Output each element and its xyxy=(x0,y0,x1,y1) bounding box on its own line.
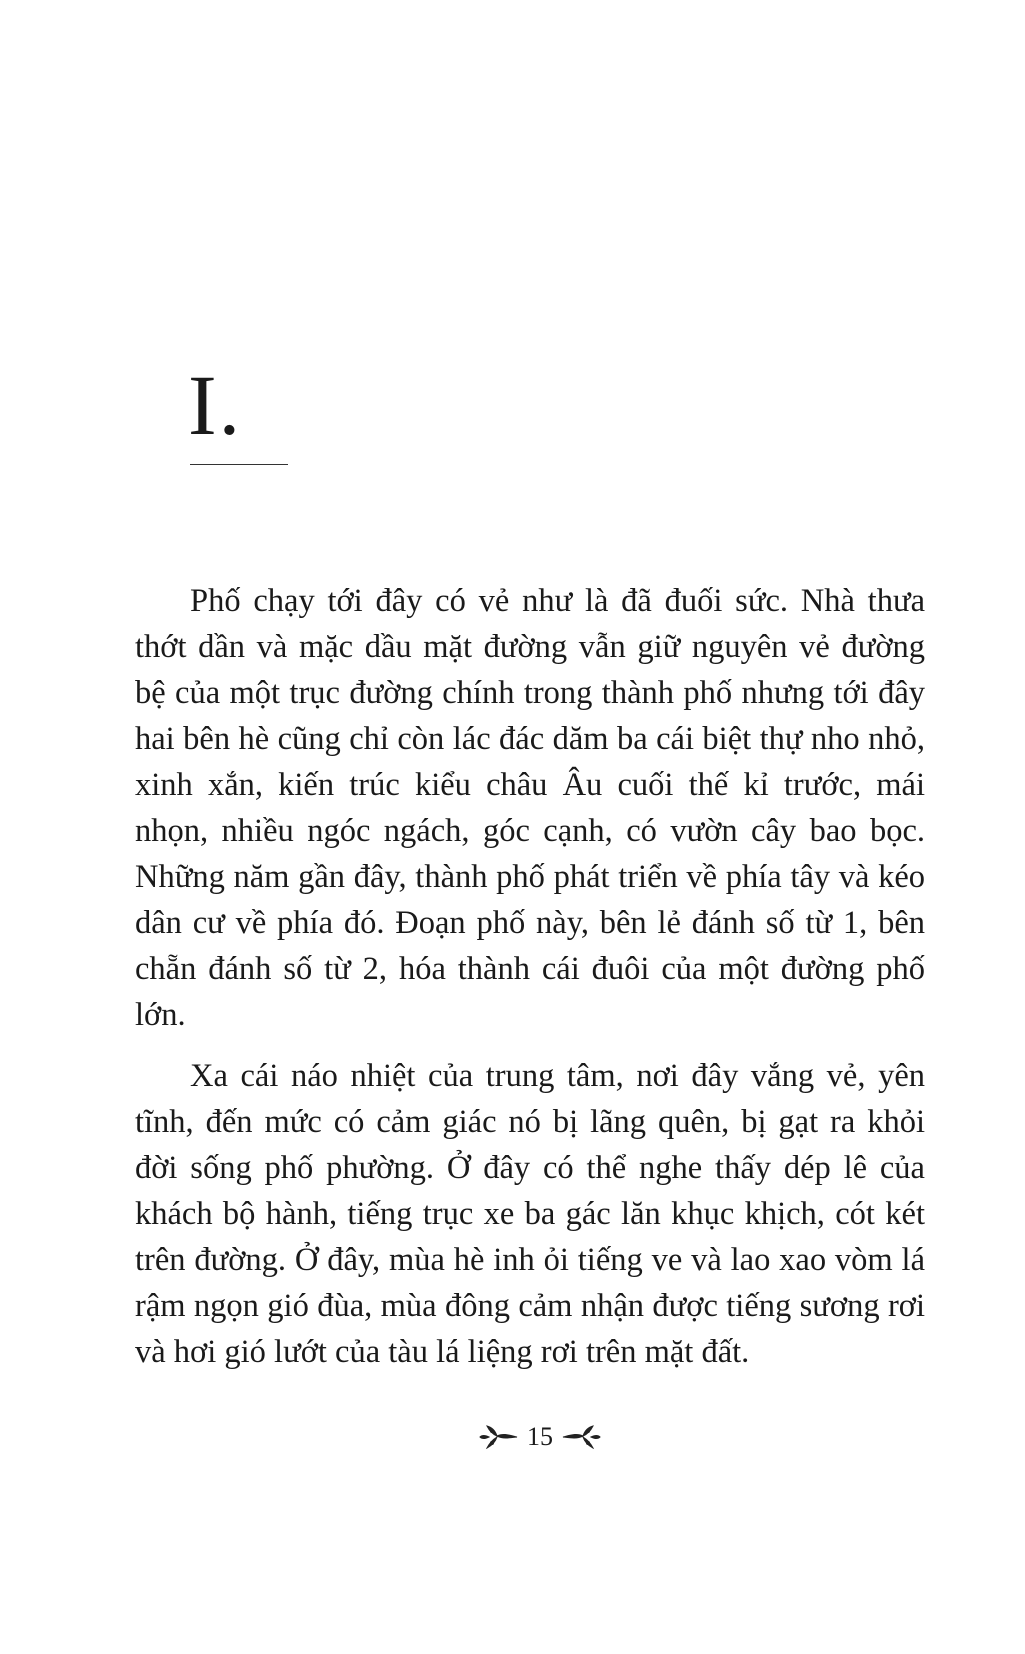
floral-ornament-icon xyxy=(479,1422,519,1452)
paragraph: Phố chạy tới đây có vẻ như là đã đuối sức. Nhà thưa thớt dần và mặc dầu mặt đường vẫn giữ nguyên vẻ đường bệ của một trục đường chính trong thành phố nhưng tới đây hai bên hè cũng chỉ còn lác đác dăm ba cái biệt thự nho nhỏ, xinh xắn, kiến trúc kiểu châu Âu cuối thế kỉ trước, mái nhọn, nhiều ngóc ngách, góc cạnh, có vườn cây bao bọc. Những năm gần đây, thành phố phát triển về phía tây và kéo dân cư về phía đó. Đoạn phố này, bên lẻ đánh số từ 1, bên chẵn đánh số từ 2, hóa thành cái đuôi của một đường phố lớn. xyxy=(135,583,925,1033)
chapter-number: I. xyxy=(188,357,243,453)
floral-ornament-icon xyxy=(561,1422,601,1452)
page-footer xyxy=(0,1422,1025,1452)
body-text xyxy=(135,578,925,1375)
paragraph: Xa cái náo nhiệt của trung tâm, nơi đây vắng vẻ, yên tĩnh, đến mức có cảm giác nó bị lãng quên, bị gạt ra khỏi đời sống phố phường. Ở đây có thể nghe thấy dép lê của khách bộ hành, tiếng trục xe ba gác lăn khục khịch, cót két trên đường. Ở đây, mùa hè inh ỏi tiếng ve và lao xao vòm lá rậm ngọn gió đùa, mùa đông cảm nhận được tiếng sương rơi và hơi gió lướt của tàu lá liệng rơi trên mặt đất. xyxy=(135,1058,925,1370)
page-number: 15 xyxy=(527,1422,553,1451)
chapter-divider xyxy=(190,464,288,465)
